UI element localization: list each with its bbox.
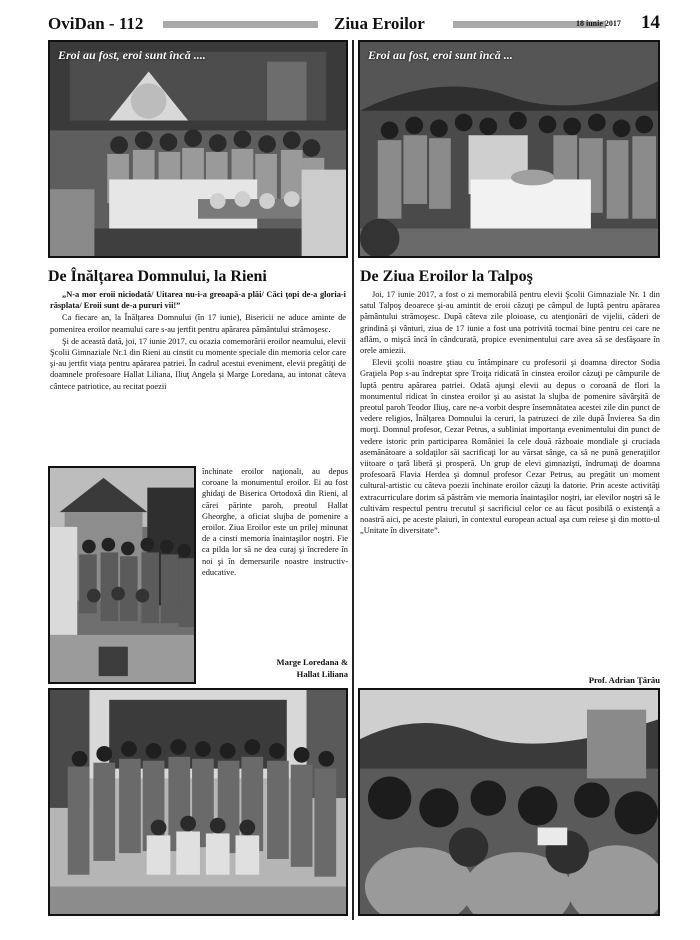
column-divider [352,40,354,920]
article-right-author: Prof. Adrian Ţârâu [588,675,660,685]
article-right-headline: De Ziua Eroilor la Talpoş [360,268,533,285]
photo-caption: Eroi au fost, eroi sunt încă .... [58,48,206,62]
page-header [48,14,660,34]
header-rule-left [163,21,318,28]
page-topic: Ziua Eroilor [334,14,425,33]
publication-name: OviDan - 112 [48,14,144,33]
article-right-paragraph: Joi, 17 iunie 2017, a fost o zi memorabilă pentru elevii Şcolii Gimnaziale Nr. 1 din satul Talpoş deoarece şi-au amintit de eroii căzuţi pe câmpul de luptă pentru apărarea pământului strămoşesc. După câteva zile ploioase, cu atenţionări de vijelii, căderi de grindină şi vânturi, ziua de 17 iunie a fost una potrivită tocmai bine pentru cei care ne aflăm, o mişcă încă în cândcurată, propice evenimentului care avea să se desfăşoare în orele amiezii. [360,290,660,356]
article-left-author [202,656,348,680]
photo-rieni-students [48,466,196,684]
photo-talpos-crowd [358,688,660,916]
photo-rieni-ceremony [48,40,348,258]
page-number: 14 [641,12,660,33]
article-right-body [360,289,660,537]
photo-caption: Eroi au fost, eroi sunt încă ... [368,48,513,62]
article-left-paragraph: închinate eroilor naţionali, au depus coroane la monumentul eroilor. Ei au fost ghidaţi de Biserica Ortodoxă din Rieni, al cărei părinte paroh, preotul Hallat Gheorghe, a oficiat slujba de pomenire a eroilor. Ziua Eroilor este un prilej minunat de a cinsti memoria înaintaşilor noştri. Fie ca pilda lor să ne dea curaj şi încredere în noi şi în demersurile noastre instructiv-educative. [202,467,348,577]
article-left-headline: De Înălțarea Domnului, la Rieni [48,268,267,285]
photo-talpos-ceremony [358,40,660,258]
article-left-paragraph: Şi de această dată, joi, 17 iunie 2017, cu ocazia comemorării eroilor neamului, elevii Şcolii Gimnaziale Nr.1 din Rieni au cinstit cu momente speciale din memoria celor care şi-au jertfit viaţa pentru apărarea patriei. În cadrul acestui eveniment, elevii pregătiţi de doamnele profesoare Hallat Liliana, Iliuţ Angela și Marge Loredana, au intonat câteva cântece patriotice, au recitat poezii [50,336,346,391]
article-right-paragraph: Elevii şcolii noastre ştiau cu întâmpinare cu profesorii şi doamna director Sodia Graţiela Pop s-au îndreptat spre Troiţa ridicată în cinstea eroilor căzuţi pe câmpurile de luptă pentru apărarea patriei. Odată ajunşi elevii au depus o coroană de flori la monumentul ridicat în cinstea eroilor şi au asistat la slujba de pomenire săvârşită de preotul paroh Teodor Iliuş, care ne-a vorbit despre însemnătatea acestei zile din punct de vedere religios, Înălţarea Domnului la ceruri, la patruzeci de zile după Învierea Sa din morţi. Domnul profesor, Cezar Petrus, a subliniat importanţa evenimentului din punct de vedere istoric prin participarea României la cele două războaie mondiale şi cruciada asemănătoare a soldaţilor săi sacrificaţi lor au vărsat sânge, ca să ne pună generaţiilor viitoare o ţară liberă şi prosperă. Un grup de elevi gimnazişti, îndrumaţi de doamna profesoară Flavia Herdea şi domnul profesor Cezar Petrus, au pregătit un moment cultural-artistic cu câteva poezii închinate eroilor căzuţi la datorie. Prin aceste activităţi extracurriculare dorim să păstrăm vie memoria înaintaşilor noştri, iar elevilor noştri să le cultivăm respectul pentru trecutul și sacrificiul celor ce au făcut posibilă o existenţă a noastră aici, pe aceste plaiuri, în contextul european actual aşa cum reiese şi din motto-ul „Unitate în diversitate”. [360,358,660,536]
article-left-body-side [202,466,348,579]
author-line: Hallat Liliana [296,669,348,679]
photo-rieni-group [48,688,348,916]
article-left-quote: „N-a mor eroii niciodată/ Uitarea nu-i-a greoapă-a plăi/ Căci ţopi de-a gloria-i răsplata/ Eroii sunt de-a pururi vii!” [50,290,346,311]
article-left-paragraph: Ca fiecare an, la Înălțarea Domnului (în 17 iunie), Bisericii ne aduce aminte de pomenirea eroilor neamului care s-au jertfit pentru apărarea pământului strămoşesc. [50,313,346,334]
article-left-body-top [50,289,346,393]
issue-date: 18 iunie 2017 [576,19,621,28]
author-line: Marge Loredana & [276,657,348,667]
